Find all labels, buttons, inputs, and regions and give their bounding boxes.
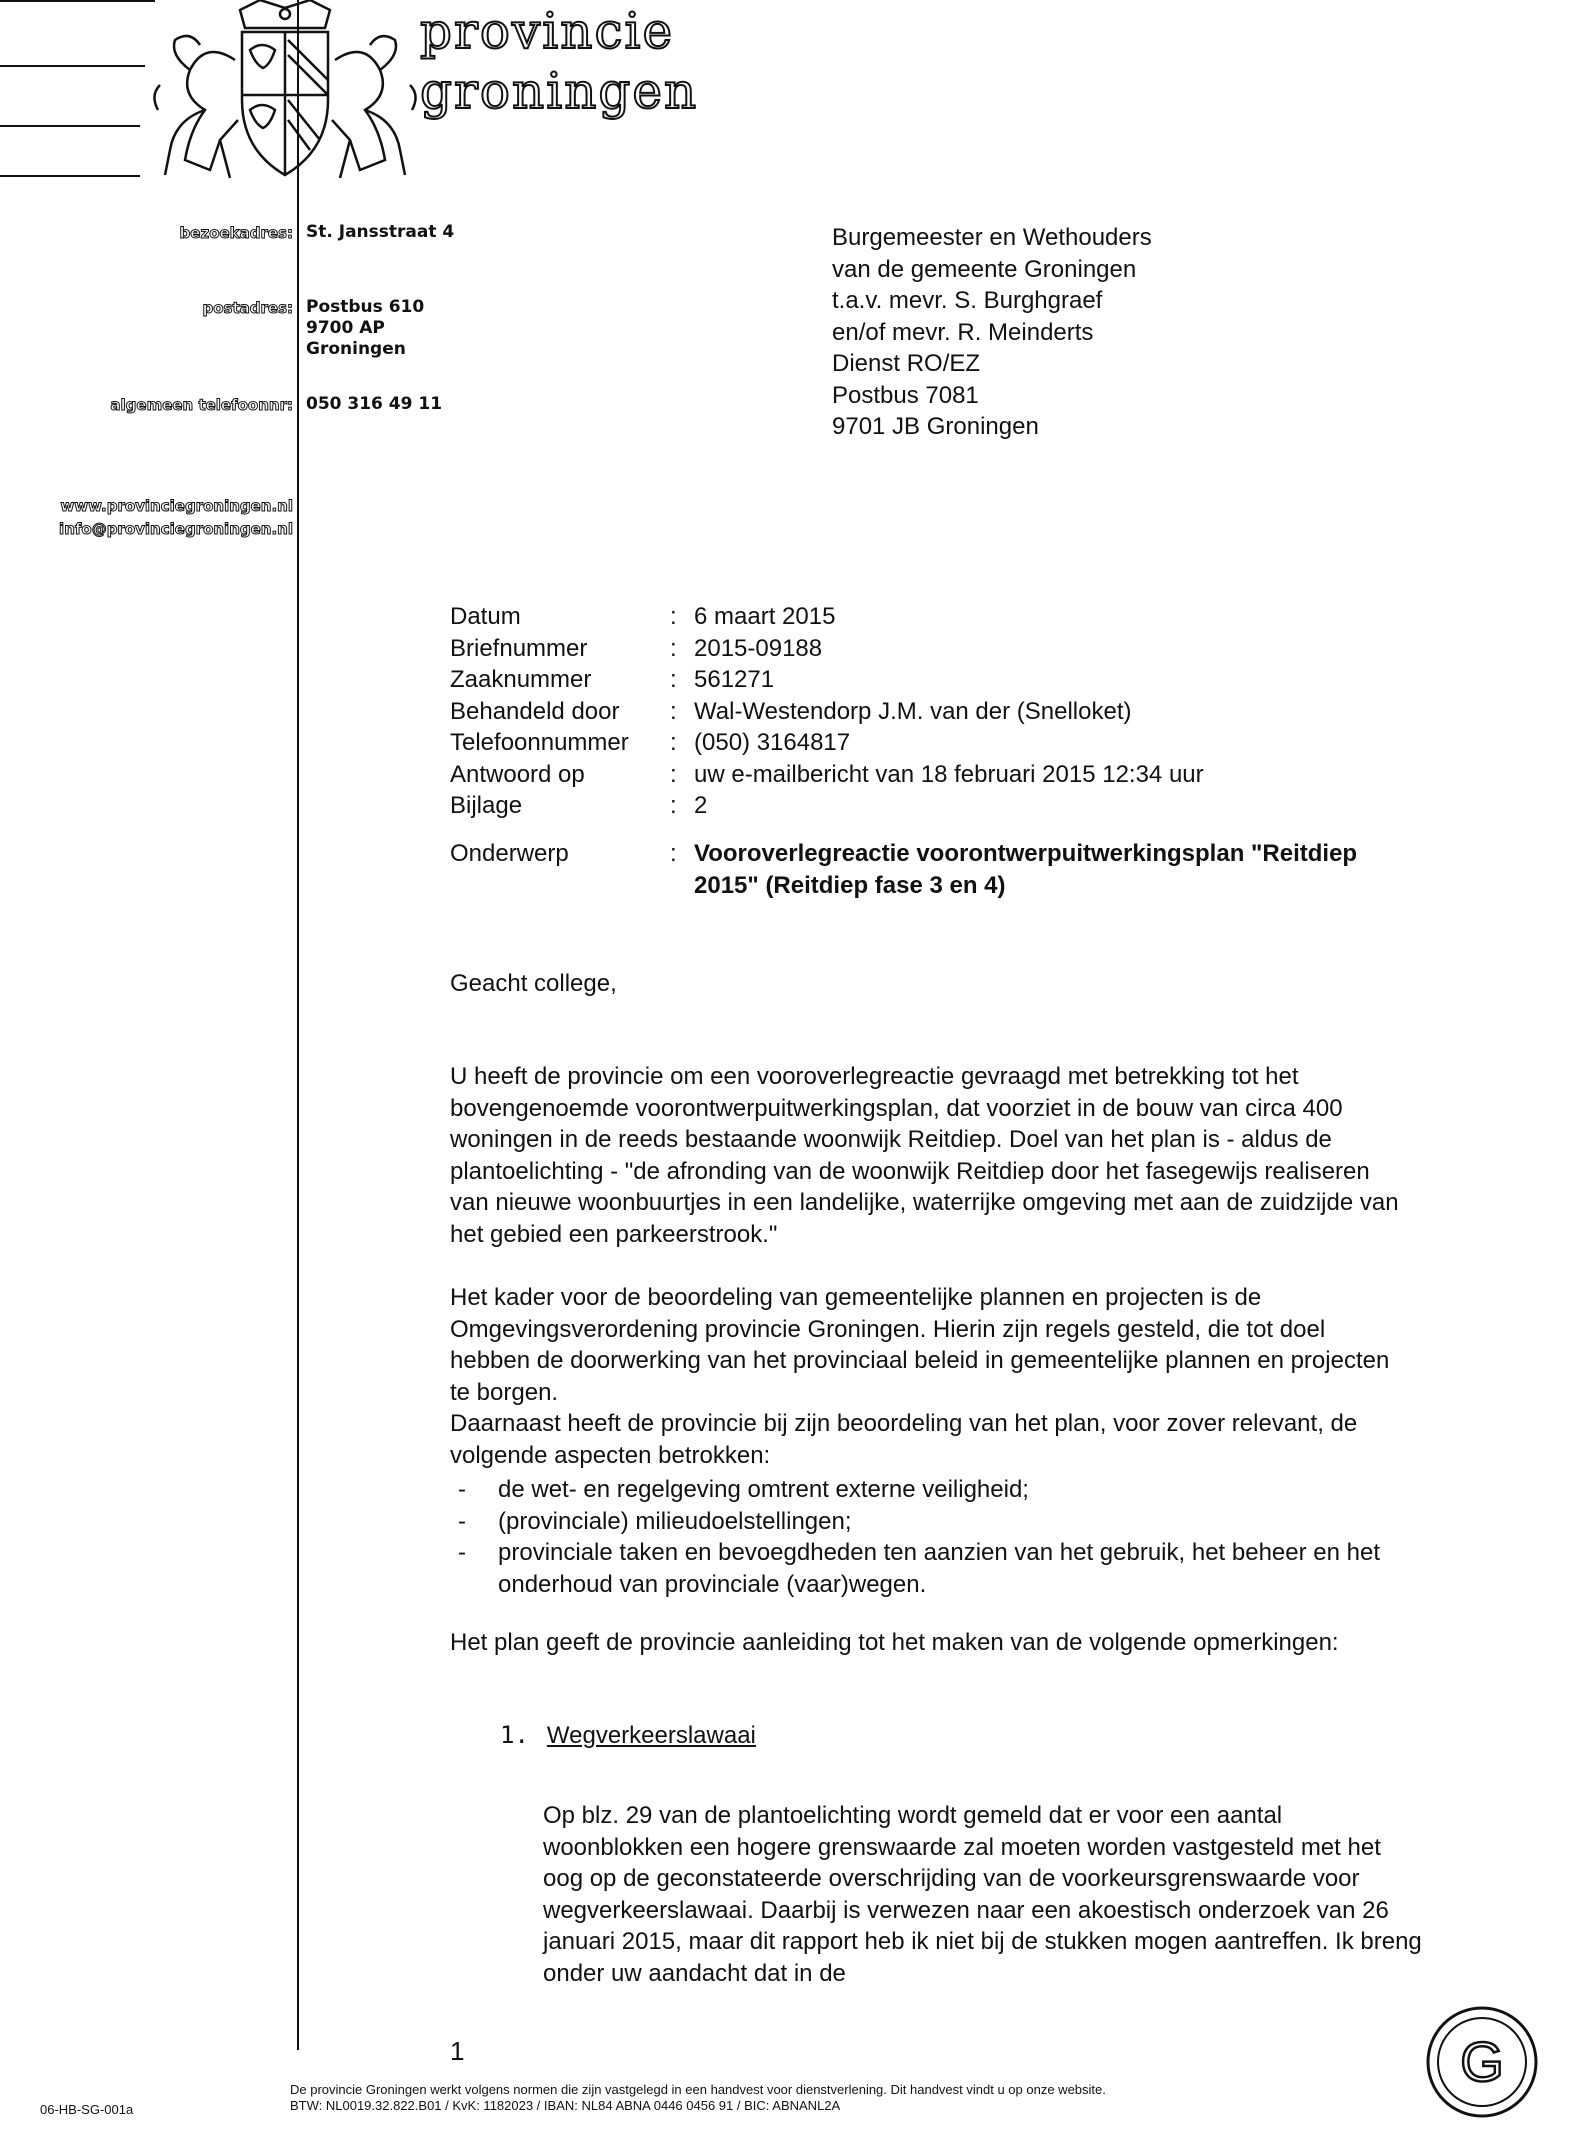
website-link[interactable]: www.provinciegroningen.nl [60, 497, 293, 515]
org-name-line1: provincie [420, 2, 675, 60]
salutation: Geacht college, [450, 970, 617, 997]
subject-value: Vooroverlegreactie voorontwerpuitwerkingsplan "Reitdiep 2015" (Reitdiep fase 3 en 4) [694, 840, 1358, 899]
list-item: - de wet- en regelgeving omtrent externe veiligheid; [458, 1476, 1029, 1503]
list-item-text: provinciale taken en bevoegdheden ten aanzien van het gebruik, het beheer en het onderhoud van provinciale (vaar)wegen. [498, 1539, 1380, 1598]
margin-rule-4 [0, 175, 140, 177]
aspect-list [450, 1474, 1410, 1600]
recipient-line: van de gemeente Groningen [832, 255, 1137, 283]
form-code: 06-HB-SG-001a [40, 2102, 134, 2117]
visit-address-label: bezoekadres: [179, 224, 293, 242]
recipient-line: 9701 JB Groningen [832, 413, 1039, 440]
recipient-line: t.a.v. mevr. S. Burghgraef [832, 287, 1103, 314]
org-name-line2: groningen [420, 62, 699, 120]
seal-letter: G [1460, 2030, 1504, 2093]
paragraph-text: Het kader voor de beoordeling van gemeentelijke plannen en projecten is de Omgevingsverordening provincie Groningen. Hierin zijn regels gesteld, die tot doel hebben de doorwerking van het provinciaal beleid in gemeentelijke plannen en projecten te borgen. [450, 1284, 1390, 1406]
subject-label: Onderwerp [450, 840, 569, 867]
reference-value: Wal-Westendorp J.M. van der (Snelloket) [694, 697, 1132, 725]
section-1-text: Op blz. 29 van de plantoelichting wordt gemeld dat er voor een aantal woonblokken een hogere grenswaarde zal moeten worden vastgesteld met het oog op de geconstateerde overschrijding van de voorkeursgrenswaarde voor wegverkeerslawaai. Daarbij is verwezen naar een akoestisch onderzoek van 26 januari 2015, maar dit rapport heb ik niet bij de stukken mogen aantreffen. Ik breng onder uw aandacht dat in de [543, 1802, 1422, 1987]
footer-text [290, 2082, 1106, 2114]
page-number: 1 [450, 2036, 465, 2066]
margin-rule-3 [0, 125, 140, 127]
list-item: - provinciale taken en bevoegdheden ten aanzien van het gebruik, het beheer en het onderhoud van provinciale (vaar)wegen. [458, 1539, 1380, 1598]
reference-value: 2015-09188 [694, 634, 823, 662]
list-item: - (provinciale) milieudoelstellingen; [458, 1507, 852, 1535]
paragraph-text: U heeft de provincie om een vooroverlegreactie gevraagd met betrekking tot het bovengenoemde voorontwerpuitwerkingsplan, dat voorziet in de bouw van circa 400 woningen in de reeds bestaande woonwijk Reitdiep. Doel van het plan is - aldus de plantoelichting - "de afronding van de woonwijk Reitdiep door het fasegewijs realiseren van nieuwe woonbuurtjes in een landelijke, waterrijke omgeving met aan de zuidzijde van het gebied een parkeerstrook." [450, 1063, 1399, 1248]
reference-value: 2 [694, 792, 708, 819]
reference-value: 6 maart 2015 [694, 603, 836, 630]
phone-label: algemeen telefoonnr: [110, 396, 293, 414]
reference-label: Telefoonnummer [450, 729, 629, 756]
list-item-text: (provinciale) milieudoelstellingen; [498, 1507, 852, 1535]
margin-rule-1 [0, 0, 155, 2]
reference-label: Zaaknummer [450, 666, 592, 693]
visit-address-value: St. Jansstraat 4 [306, 222, 455, 242]
section-title: Wegverkeerslawaai [546, 1722, 756, 1749]
coat-of-arms-logo [150, 0, 420, 180]
reference-label: Behandeld door [450, 697, 620, 725]
post-address-label: postadres: [202, 299, 293, 317]
g-seal-icon [1425, 2005, 1539, 2119]
paragraph-text: Het plan geeft de provincie aanleiding tot het maken van de volgende opmerkingen: [450, 1629, 1339, 1656]
paragraph-2 [450, 1282, 1410, 1408]
paragraph-4 [450, 1627, 1410, 1659]
vertical-divider [297, 0, 299, 2050]
recipient-address [832, 222, 1152, 443]
footer-line: BTW: NL0019.32.822.B01 / KvK: 1182023 / IBAN: NL84 ABNA 0446 0456 91 / BIC: ABNANL2A [290, 2098, 841, 2113]
footer-line: De provincie Groningen werkt volgens normen die zijn vastgelegd in een handvest voor dienstverlening. Dit handvest vindt u op onze website. [290, 2082, 1106, 2097]
reference-label: Antwoord op [450, 760, 585, 788]
recipient-line: en/of mevr. R. Meinderts [832, 318, 1094, 346]
post-address-line: Groningen [306, 339, 406, 359]
margin-rule-2 [0, 65, 145, 67]
reference-label: Datum [450, 603, 521, 630]
recipient-line: Dienst RO/EZ [832, 350, 981, 377]
post-address-line: 9700 AP [306, 318, 385, 338]
email-link[interactable]: info@provinciegroningen.nl [59, 520, 293, 538]
section-number: 1. [500, 1721, 529, 1749]
paragraph-text: Daarnaast heeft de provincie bij zijn beoordeling van het plan, voor zover relevant, de volgende aspecten betrokken: [450, 1410, 1358, 1469]
phone-value: 050 316 49 11 [306, 394, 443, 414]
reference-value: 561271 [694, 666, 775, 693]
recipient-line: Burgemeester en Wethouders [832, 224, 1152, 251]
reference-value: (050) 3164817 [694, 729, 851, 756]
reference-label: Briefnummer [450, 634, 588, 662]
post-address-line: Postbus 610 [306, 297, 425, 317]
reference-value: uw e-mailbericht van 18 februari 2015 12:34 uur [694, 760, 1204, 788]
list-item-text: de wet- en regelgeving omtrent externe veiligheid; [498, 1476, 1029, 1503]
section-1-heading [500, 1721, 756, 1750]
reference-label: Bijlage [450, 792, 523, 819]
paragraph-3 [450, 1408, 1410, 1471]
paragraph-1 [450, 1061, 1410, 1250]
recipient-line: Postbus 7081 [832, 381, 979, 409]
